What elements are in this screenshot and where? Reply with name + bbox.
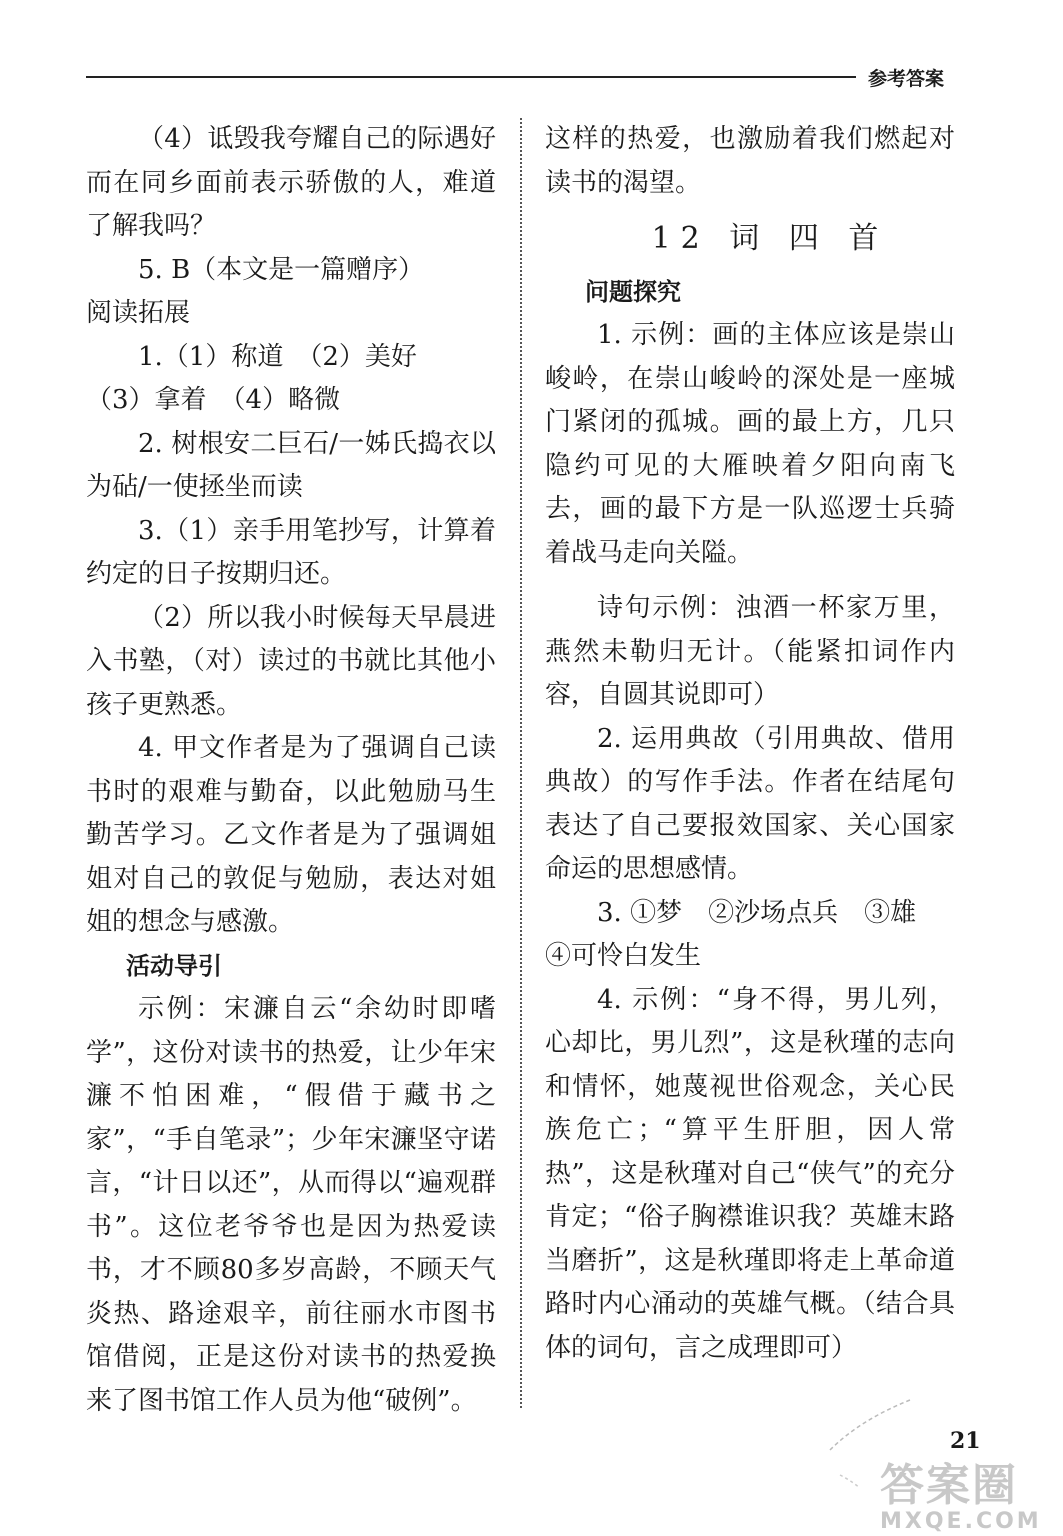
section-label: 阅读拓展 xyxy=(86,298,191,328)
answer-paragraph: 5. B（本文是一篇赠序） xyxy=(138,254,425,285)
lesson-title: 12 词 四 首 xyxy=(651,221,889,256)
answer-paragraph: （4）诋毁我夸耀自己的际遇好而在同乡面前表示骄傲的人，难道了解我吗？ xyxy=(86,124,496,241)
right-column xyxy=(545,118,955,1370)
answer-paragraph: （2）所以我小时候每天早晨进入书塾，（对）读过的书就比其他小孩子更熟悉。 xyxy=(86,602,496,720)
answer-paragraph: 4. 示例：“身不得，男儿列，心却比，男儿烈”，这是秋瑾的志向和情怀，她蔑视世俗观念，关心民族危亡；“算平生肝胆，因人常热”，这是秋瑾对自己“侠气”的充分肯定；“俗子胸襟谁识我？英雄末路当磨折”，这是秋瑾即将走上革命道路时内心涌动的英雄气概。（结合具体的词句，言之成理即可） xyxy=(545,984,955,1363)
watermark-sub: MXQE.COM xyxy=(880,1509,1042,1534)
header-label: 参考答案 xyxy=(868,68,945,90)
watermark-main: 答案圈 xyxy=(880,1460,1018,1511)
answer-paragraph: 诗句示例：浊酒一杯家万里，燕然未勒归无计。（能紧扣词作内容，自圆其说即可） xyxy=(545,593,955,710)
answer-paragraph: 4. 甲文作者是为了强调自己读书时的艰难与勤奋，以此勉励马生勤苦学习。乙文作者是为了强调姐姐对自己的敦促与勉励，表达对姐姐的想念与感激。 xyxy=(86,733,496,937)
answer-paragraph: 示例：宋濂自云“余幼时即嗜学”，这份对读书的热爱，让少年宋濂不怕困难，“假借于藏书之家”，“手自笔录”；少年宋濂坚守诺言，“计日以还”，从而得以“遍观群书”。这位老爷爷也是因为热爱读书，才不顾80多岁高龄，不顾天气炎热、路途艰辛，前往丽水市图书馆借阅，正是这份对读书的热爱换来了图书馆工作人员为他“破例”。 xyxy=(86,994,496,1416)
answer-paragraph: 2. 运用典故（引用典故、借用典故）的写作手法。作者在结尾句表达了自己要报效国家、关心国家命运的思想感情。 xyxy=(545,723,955,884)
answer-paragraph: 2. 树根安二巨石/一姊氏捣衣以为砧/一使拯坐而读 xyxy=(86,428,496,502)
answer-paragraph: 1.（1）称道 （2）美好 xyxy=(138,341,417,372)
section-heading: 活动导引 xyxy=(126,951,222,980)
watermark-logo xyxy=(880,1462,1050,1532)
answer-paragraph: 3. ①梦 ②沙场点兵 ③雄 xyxy=(597,897,917,928)
answer-paragraph: （3）拿着 （4）略微 xyxy=(86,385,341,415)
answer-paragraph: 这样的热爱，也激励着我们燃起对读书的渴望。 xyxy=(545,124,955,198)
answer-paragraph: 3.（1）亲手用笔抄写，计算着约定的日子按期归还。 xyxy=(86,515,496,589)
header-rule xyxy=(86,76,856,78)
paragraph-gap xyxy=(545,575,955,587)
answer-paragraph: ④可怜白发生 xyxy=(545,941,702,971)
section-heading: 问题探究 xyxy=(585,277,681,306)
left-column xyxy=(86,118,496,1423)
answer-paragraph: 1. 示例：画的主体应该是崇山峻岭，在崇山峻岭的深处是一座城门紧闭的孤城。画的最上方，几只隐约可见的大雁映着夕阳向南飞去，画的最下方是一队巡逻士兵骑着战马走向关隘。 xyxy=(545,320,955,568)
column-divider xyxy=(520,118,522,1408)
page-number: 21 xyxy=(950,1428,981,1454)
